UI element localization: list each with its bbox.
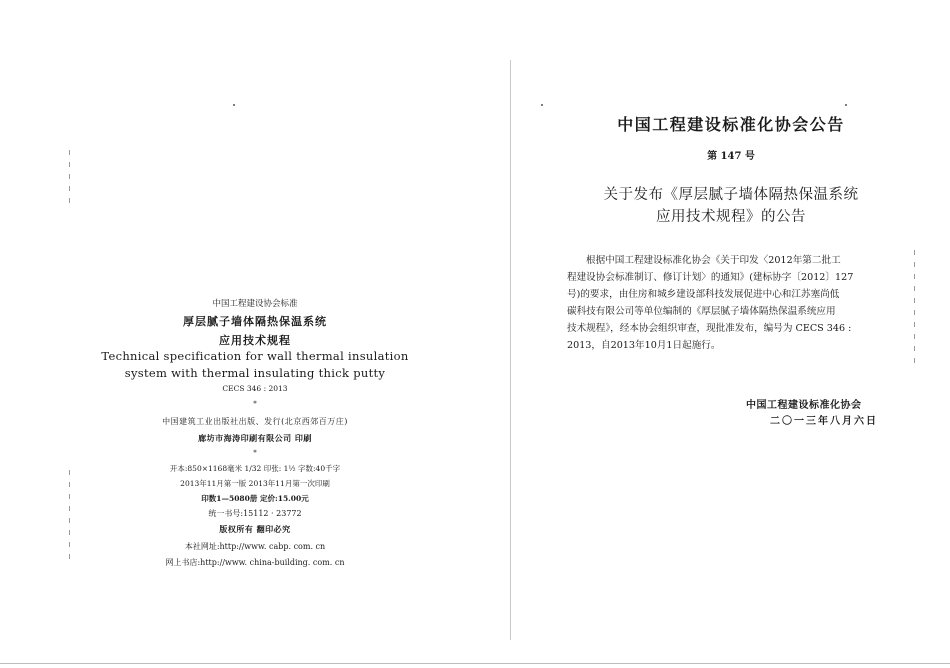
rights-line: 版权所有 翻印必究 bbox=[219, 524, 291, 534]
separator-star: * bbox=[253, 449, 257, 457]
publisher-line: 中国建筑工业出版社出版、发行(北京西郊百万庄) bbox=[162, 417, 348, 426]
body-line: 碳科技有限公司等单位编制的《厚层腻子墙体隔热保温系统应用 bbox=[567, 306, 836, 317]
book-title: 厚层腻子墙体隔热保温系统 bbox=[183, 315, 327, 328]
standard-code: CECS 346 : 2013 bbox=[222, 384, 288, 393]
separator-star: * bbox=[253, 400, 257, 408]
announcement-body bbox=[567, 252, 905, 354]
page-gutter bbox=[510, 60, 511, 640]
body-line: 号)的要求，由住房和城乡建设部科技发展促进中心和江苏塞尚低 bbox=[567, 289, 840, 300]
print-run: 印数1—5080册 定价:15.00元 bbox=[201, 494, 309, 503]
format-spec: 开本:850×1168毫米 1/32 印张: 1½ 字数:40千字 bbox=[169, 464, 341, 473]
body-line: 根据中国工程建设标准化协会《关于印发〈2012年第二批工 bbox=[586, 255, 841, 266]
edition-line: 2013年11月第一版 2013年11月第一次印刷 bbox=[180, 479, 330, 488]
standard-series: 中国工程建设协会标准 bbox=[212, 299, 298, 309]
announcement-subject-line2: 应用技术规程》的公告 bbox=[656, 209, 806, 225]
english-title-line2: system with thermal insulating thick putty bbox=[124, 366, 386, 380]
announcement-heading: 中国工程建设标准化协会公告 bbox=[617, 115, 845, 134]
body-line: 技术规程》，经本协会组织审查，现批准发布，编号为 CECS 346 : bbox=[567, 323, 852, 334]
announcement-subject: 关于发布《厚层腻子墙体隔热保温系统 bbox=[603, 187, 859, 203]
body-line: 程建设协会标准制订、修订计划〉的通知》(建标协字〔2012〕127 bbox=[567, 272, 854, 283]
book-title-line2: 应用技术规程 bbox=[219, 334, 291, 347]
website-link: 本社网址:http://www. cabp. com. cn bbox=[184, 542, 326, 551]
body-line: 2013，自2013年10月1日起施行。 bbox=[567, 340, 721, 351]
isbn-line: 统一书号:15112 · 23772 bbox=[208, 509, 302, 518]
printer-line: 廊坊市海涛印刷有限公司 印刷 bbox=[198, 433, 312, 443]
signature-organization: 中国工程建设标准化协会 bbox=[746, 400, 862, 411]
bookstore-link: 网上书店:http://www. china-building. com. cn bbox=[165, 558, 345, 567]
announcement-number: 第 147 号 bbox=[707, 151, 755, 162]
signature-date: 二〇一三年八月六日 bbox=[770, 416, 878, 427]
english-title: Technical specification for wall thermal insulation bbox=[101, 349, 409, 363]
